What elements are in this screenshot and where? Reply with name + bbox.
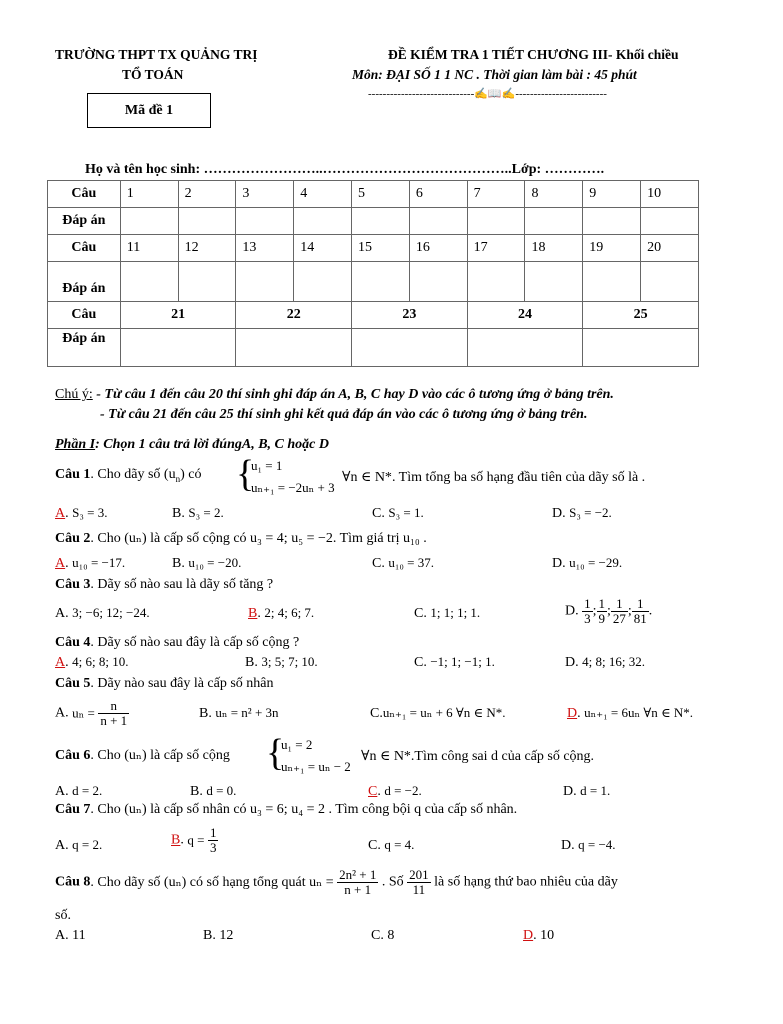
answer-cell[interactable] [352, 262, 410, 302]
question-number: 20 [641, 235, 699, 262]
option-d[interactable]: D. S₃ = −2. [552, 505, 612, 521]
row-label: Câu [48, 302, 121, 329]
option-d[interactable]: D. d = 1. [563, 783, 611, 799]
option-a[interactable]: A. d = 2. [55, 783, 103, 799]
option-b[interactable]: B. 3; 5; 7; 10. [245, 654, 318, 670]
answer-cell[interactable] [583, 262, 641, 302]
answer-cell[interactable] [352, 208, 410, 235]
question-number: 15 [352, 235, 410, 262]
option-b[interactable]: B. uₙ = n² + 3n [199, 705, 279, 721]
note-line-2: - Từ câu 21 đến câu 25 thí sinh ghi kết quả đáp án vào các ô tương ứng ở bảng trên. [100, 407, 588, 422]
option-c[interactable]: C. 8 [371, 928, 395, 943]
option-c[interactable]: C. −1; 1; −1; 1. [414, 654, 495, 670]
row-label: Đáp án [48, 329, 121, 367]
option-a[interactable]: A. 4; 6; 8; 10. [55, 654, 129, 670]
answer-cell[interactable] [467, 262, 525, 302]
question-number: 22 [236, 302, 352, 329]
answer-cell[interactable] [236, 208, 294, 235]
option-d[interactable]: D. uₙ₊₁ = 6uₙ ∀n ∈ N*. [567, 705, 693, 721]
fraction: $\frac{201}{11}$ [409, 867, 429, 897]
question-number: 17 [467, 235, 525, 262]
note-text-1: - Từ câu 1 đến câu 20 thí sinh ghi đáp án A, B, C hay D vào các ô tương ứng ở bảng trên. [92, 387, 614, 402]
option-c[interactable]: C. u₁₀ = 37. [372, 555, 434, 571]
system-eq-1: u₁ = 2 [281, 737, 313, 752]
question-number: 25 [583, 302, 699, 329]
answer-cell[interactable] [178, 208, 236, 235]
system-brace: { [236, 453, 255, 495]
option-b[interactable]: B. S₃ = 2. [172, 505, 224, 521]
option-b[interactable]: B. 12 [203, 928, 234, 943]
question-5: Câu 5. Dãy nào sau đây là cấp số nhân [55, 676, 274, 691]
option-d[interactable]: D. q = −4. [561, 837, 616, 853]
question-number: 23 [352, 302, 468, 329]
table-row [48, 302, 699, 329]
question-text: số. [55, 908, 71, 923]
note-prefix: Chú ý: [55, 387, 93, 402]
fraction: $\frac{1}{3}$ [584, 596, 591, 626]
school-name: TRƯỜNG THPT TX QUẢNG TRỊ [55, 47, 258, 62]
answer-cell[interactable] [236, 329, 352, 367]
question-number: 8 [525, 181, 583, 208]
question-number: 7 [467, 181, 525, 208]
question-1 [55, 467, 201, 484]
answer-cell[interactable] [467, 208, 525, 235]
answer-cell[interactable] [120, 208, 178, 235]
fraction: $\frac{1}{27}$ [612, 596, 626, 626]
question-number: 18 [525, 235, 583, 262]
question-number: 2 [178, 181, 236, 208]
option-a[interactable]: A. q = 2. [55, 837, 103, 853]
option-a[interactable]: A. uₙ = $\frac{n}{n + 1}$ [55, 698, 128, 728]
option-a[interactable]: A. S₃ = 3. [55, 505, 108, 521]
question-text: ∀n ∈ N*. Tìm tổng ba số hạng đầu tiên của dãy số là . [342, 470, 646, 485]
table-row [48, 181, 699, 208]
answer-cell[interactable] [120, 262, 178, 302]
answer-cell[interactable] [641, 208, 699, 235]
fraction: $\frac{1}{3}$ [209, 825, 217, 855]
part-label: Phần I [55, 437, 96, 452]
answer-cell[interactable] [409, 262, 467, 302]
student-info-line: Họ và tên học sinh: ……………………..…………………………………..Lớp: …………. [85, 162, 605, 177]
system-eq-1: u₁ = 1 [251, 458, 283, 473]
option-b[interactable]: B. d = 0. [190, 783, 237, 799]
option-d[interactable]: D. $\frac{1}{3}$ ; $\frac{1}{9}$ ; $\frac{1}{27}$ ; $\frac{1}{81}$ . [565, 596, 653, 626]
option-c[interactable]: C. S₃ = 1. [372, 505, 424, 521]
system-eq-2: uₙ₊₁ = uₙ − 2 [281, 759, 351, 774]
option-a[interactable]: A. 3; −6; 12; −24. [55, 605, 150, 621]
question-7: Câu 7. Cho (uₙ) là cấp số nhân có u₃ = 6; u₄ = 2 . Tìm công bội q của cấp số nhân. [55, 802, 518, 817]
fraction: $\frac{\text{2n² + 1}}{n + 1}$ [339, 867, 377, 897]
table-row [48, 329, 699, 367]
option-d[interactable]: D. u₁₀ = −29. [552, 555, 623, 571]
option-a[interactable]: A. 11 [55, 928, 86, 943]
question-6: Câu 6. Cho (uₙ) là cấp số cộng [55, 748, 230, 763]
row-label: Đáp án [48, 208, 121, 235]
row-label: Câu [48, 181, 121, 208]
fraction: $\frac{1}{9}$ [598, 596, 606, 626]
answer-cell[interactable] [583, 329, 699, 367]
option-c[interactable]: C. d = −2. [368, 783, 422, 799]
question-number: 14 [294, 235, 352, 262]
question-8: Câu 8. Cho dãy số (uₙ) có số hạng tổng quát uₙ = $\frac{\text{2n² + 1}}{n + 1}$ . Số $\frac{201}{11}$ là số hạng thứ bao nhiêu của dãy [55, 867, 618, 897]
answer-table [47, 180, 699, 367]
option-b[interactable]: B. q = $\frac{1}{3}$ [171, 825, 217, 855]
row-label: Đáp án [48, 262, 121, 302]
answer-cell[interactable] [352, 329, 468, 367]
system-brace: { [266, 732, 285, 774]
part-subtitle: : Chọn 1 câu trả lời đúngA, B, C hoặc D [95, 437, 329, 452]
question-2: Câu 2. Cho (uₙ) là cấp số cộng có u₃ = 4; u₅ = −2. Tìm giá trị u₁₀ . [55, 531, 427, 546]
option-c[interactable]: C.uₙ₊₁ = uₙ + 6 ∀n ∈ N*. [370, 705, 506, 721]
fraction: $\frac{1}{81}$ [633, 596, 647, 626]
question-number: 19 [583, 235, 641, 262]
answer-cell[interactable] [409, 208, 467, 235]
answer-cell[interactable] [467, 329, 583, 367]
question-text: có [188, 467, 202, 482]
option-c[interactable]: C. 1; 1; 1; 1. [414, 605, 481, 621]
option-c[interactable]: C. q = 4. [368, 837, 415, 853]
exam-title: ĐỀ KIỂM TRA 1 TIẾT CHƯƠNG III- Khối chiều [388, 47, 679, 62]
exam-code-box [87, 93, 211, 128]
exam-code: Mã đề 1 [124, 102, 174, 118]
question-number: 21 [120, 302, 236, 329]
department-name: TỔ TOÁN [122, 67, 184, 82]
question-number: 5 [352, 181, 410, 208]
part-title [55, 437, 329, 453]
table-row [48, 262, 699, 302]
question-number: 4 [294, 181, 352, 208]
question-number: 10 [641, 181, 699, 208]
system-eq-2: uₙ₊₁ = −2uₙ + 3 [251, 480, 335, 495]
question-number: 11 [120, 235, 178, 262]
answer-cell[interactable] [525, 262, 583, 302]
answer-cell[interactable] [583, 208, 641, 235]
option-a[interactable]: A. u₁₀ = −17. [55, 555, 126, 571]
answer-cell[interactable] [641, 262, 699, 302]
option-b[interactable]: B. 2; 4; 6; 7. [248, 605, 315, 621]
answer-cell[interactable] [525, 208, 583, 235]
question-number: 9 [583, 181, 641, 208]
sequence-symbol: $(u_n)$ [163, 467, 185, 484]
option-b[interactable]: B. u₁₀ = −20. [172, 555, 242, 571]
question-text: . Cho dãy số [90, 467, 161, 482]
note-line-1 [55, 387, 614, 403]
question-3: Câu 3. Dãy số nào sau là dãy số tăng ? [55, 577, 274, 592]
question-number: 16 [409, 235, 467, 262]
answer-cell[interactable] [294, 208, 352, 235]
option-d[interactable]: D. 10 [523, 928, 555, 943]
answer-cell[interactable] [178, 262, 236, 302]
option-d[interactable]: D. 4; 8; 16; 32. [565, 654, 645, 670]
question-4: Câu 4. Dãy số nào sau đây là cấp số cộng ? [55, 635, 300, 650]
answer-cell[interactable] [120, 329, 236, 367]
question-number: 24 [467, 302, 583, 329]
answer-cell[interactable] [236, 262, 294, 302]
question-number: 13 [236, 235, 294, 262]
row-label: Câu [48, 235, 121, 262]
table-row [48, 208, 699, 235]
header-ornament: -----------------------------✍📖✍------------------------- [368, 88, 607, 100]
question-text: ∀n ∈ N*.Tìm công sai d của cấp số cộng. [361, 749, 595, 764]
fraction: $\frac{n}{n + 1}$ [100, 698, 128, 728]
question-number: 3 [236, 181, 294, 208]
question-label: Câu 1 [55, 467, 91, 482]
exam-subject: Môn: ĐẠI SỐ 1 1 NC . Thời gian làm bài : 45 phút [352, 67, 637, 82]
question-number: 1 [120, 181, 178, 208]
question-number: 6 [409, 181, 467, 208]
question-number: 12 [178, 235, 236, 262]
table-row [48, 235, 699, 262]
answer-cell[interactable] [294, 262, 352, 302]
